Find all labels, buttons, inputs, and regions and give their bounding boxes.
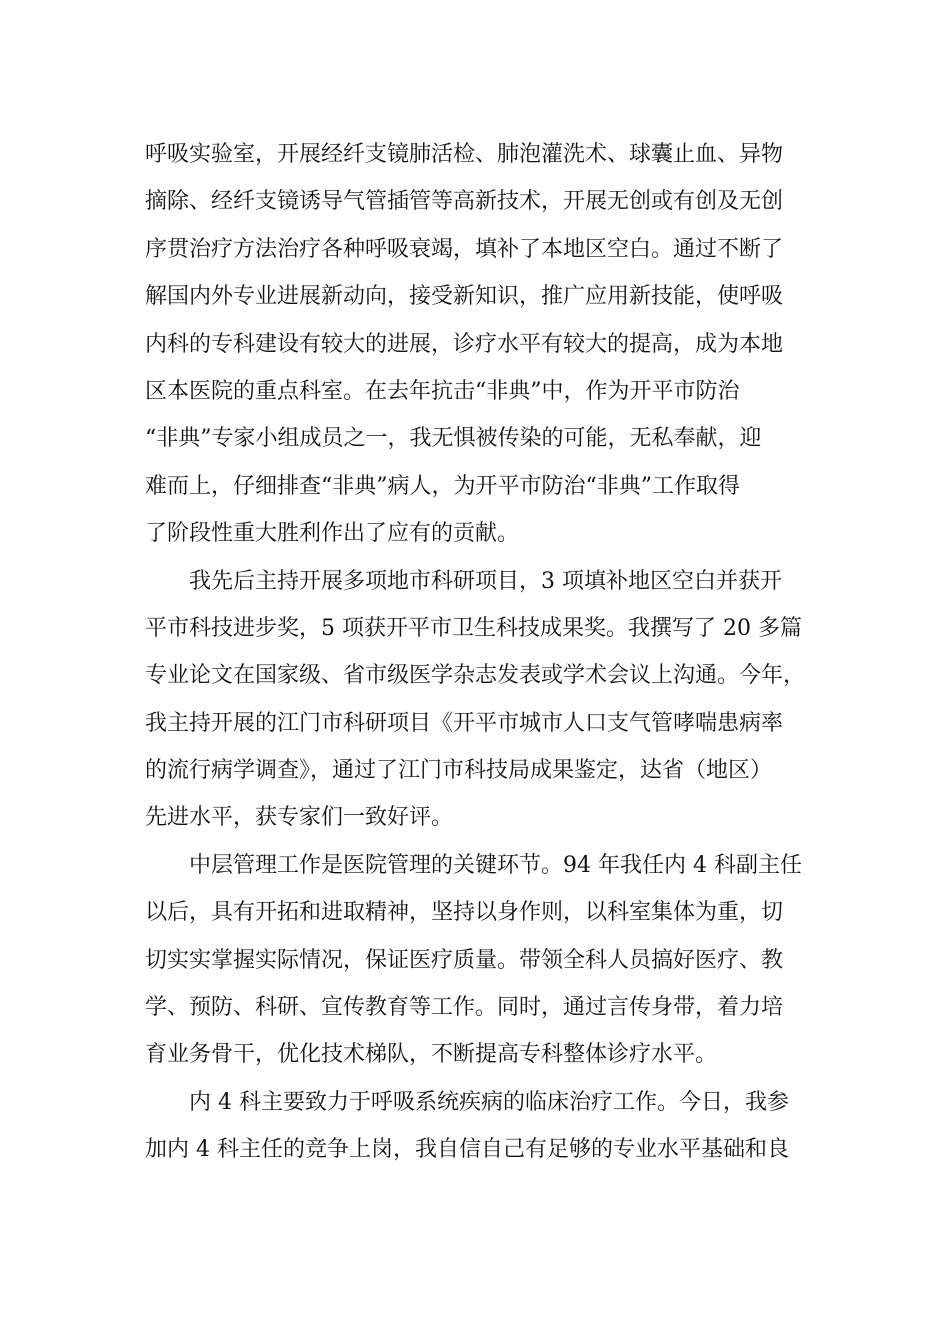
text-line: 中层管理工作是医院管理的关键环节。94 年我任内 4 科副主任	[189, 852, 802, 878]
text-line: 内科的专科建设有较大的进展，诊疗水平有较大的提高，成为本地	[145, 331, 784, 357]
text-line: “非典”专家小组成员之一，我无惧被传染的可能，无私奉献，迎	[145, 426, 762, 452]
text-line: 我先后主持开展多项地市科研项目，3 项填补地区空白并获开	[189, 568, 782, 594]
text-line: 以后，具有开拓和进取精神，坚持以身作则，以科室集体为重，切	[145, 900, 784, 926]
text-line: 了阶段性重大胜利作出了应有的贡献。	[145, 521, 520, 547]
body-text	[145, 131, 825, 1174]
text-line: 育业务骨干，优化技术梯队，不断提高专科整体诊疗水平。	[145, 1042, 718, 1068]
text-line: 加内 4 科主任的竞争上岗，我自信自己有足够的专业水平基础和良	[145, 1137, 789, 1163]
text-line: 我主持开展的江门市科研项目《开平市城市人口支气管哮喘患病率	[145, 710, 784, 736]
text-line: 先进水平，获专家们一致好评。	[145, 805, 454, 831]
text-line: 摘除、经纤支镜诱导气管插管等高新技术，开展无创或有创及无创	[145, 189, 784, 215]
text-line: 难而上，仔细排查“非典”病人，为开平市防治“非典”工作取得	[145, 473, 740, 499]
text-line: 切实实掌握实际情况，保证医疗质量。带领全科人员搞好医疗、教	[145, 947, 784, 973]
text-line: 内 4 科主要致力于呼吸系统疾病的临床治疗工作。今日，我参	[189, 1089, 789, 1115]
text-line: 序贯治疗方法治疗各种呼吸衰竭，填补了本地区空白。通过不断了	[145, 236, 784, 262]
text-line: 学、预防、科研、宣传教育等工作。同时，通过言传身带，着力培	[145, 995, 784, 1021]
text-line: 呼吸实验室，开展经纤支镜肺活检、肺泡灌洗术、球囊止血、异物	[145, 142, 784, 167]
text-line: 平市科技进步奖，5 项获开平市卫生科技成果奖。我撰写了 20 多篇	[145, 615, 802, 641]
text-line: 解国内外专业进展新动向，接受新知识，推广应用新技能，使呼吸	[145, 284, 784, 310]
text-line: 专业论文在国家级、省市级医学杂志发表或学术会议上沟通。今年，	[145, 663, 806, 689]
text-line: 区本医院的重点科室。在去年抗击“非典”中，作为开平市防治	[145, 378, 740, 404]
text-line: 的流行病学调查》，通过了江门市科技局成果鉴定，达省（地区）	[145, 758, 773, 784]
